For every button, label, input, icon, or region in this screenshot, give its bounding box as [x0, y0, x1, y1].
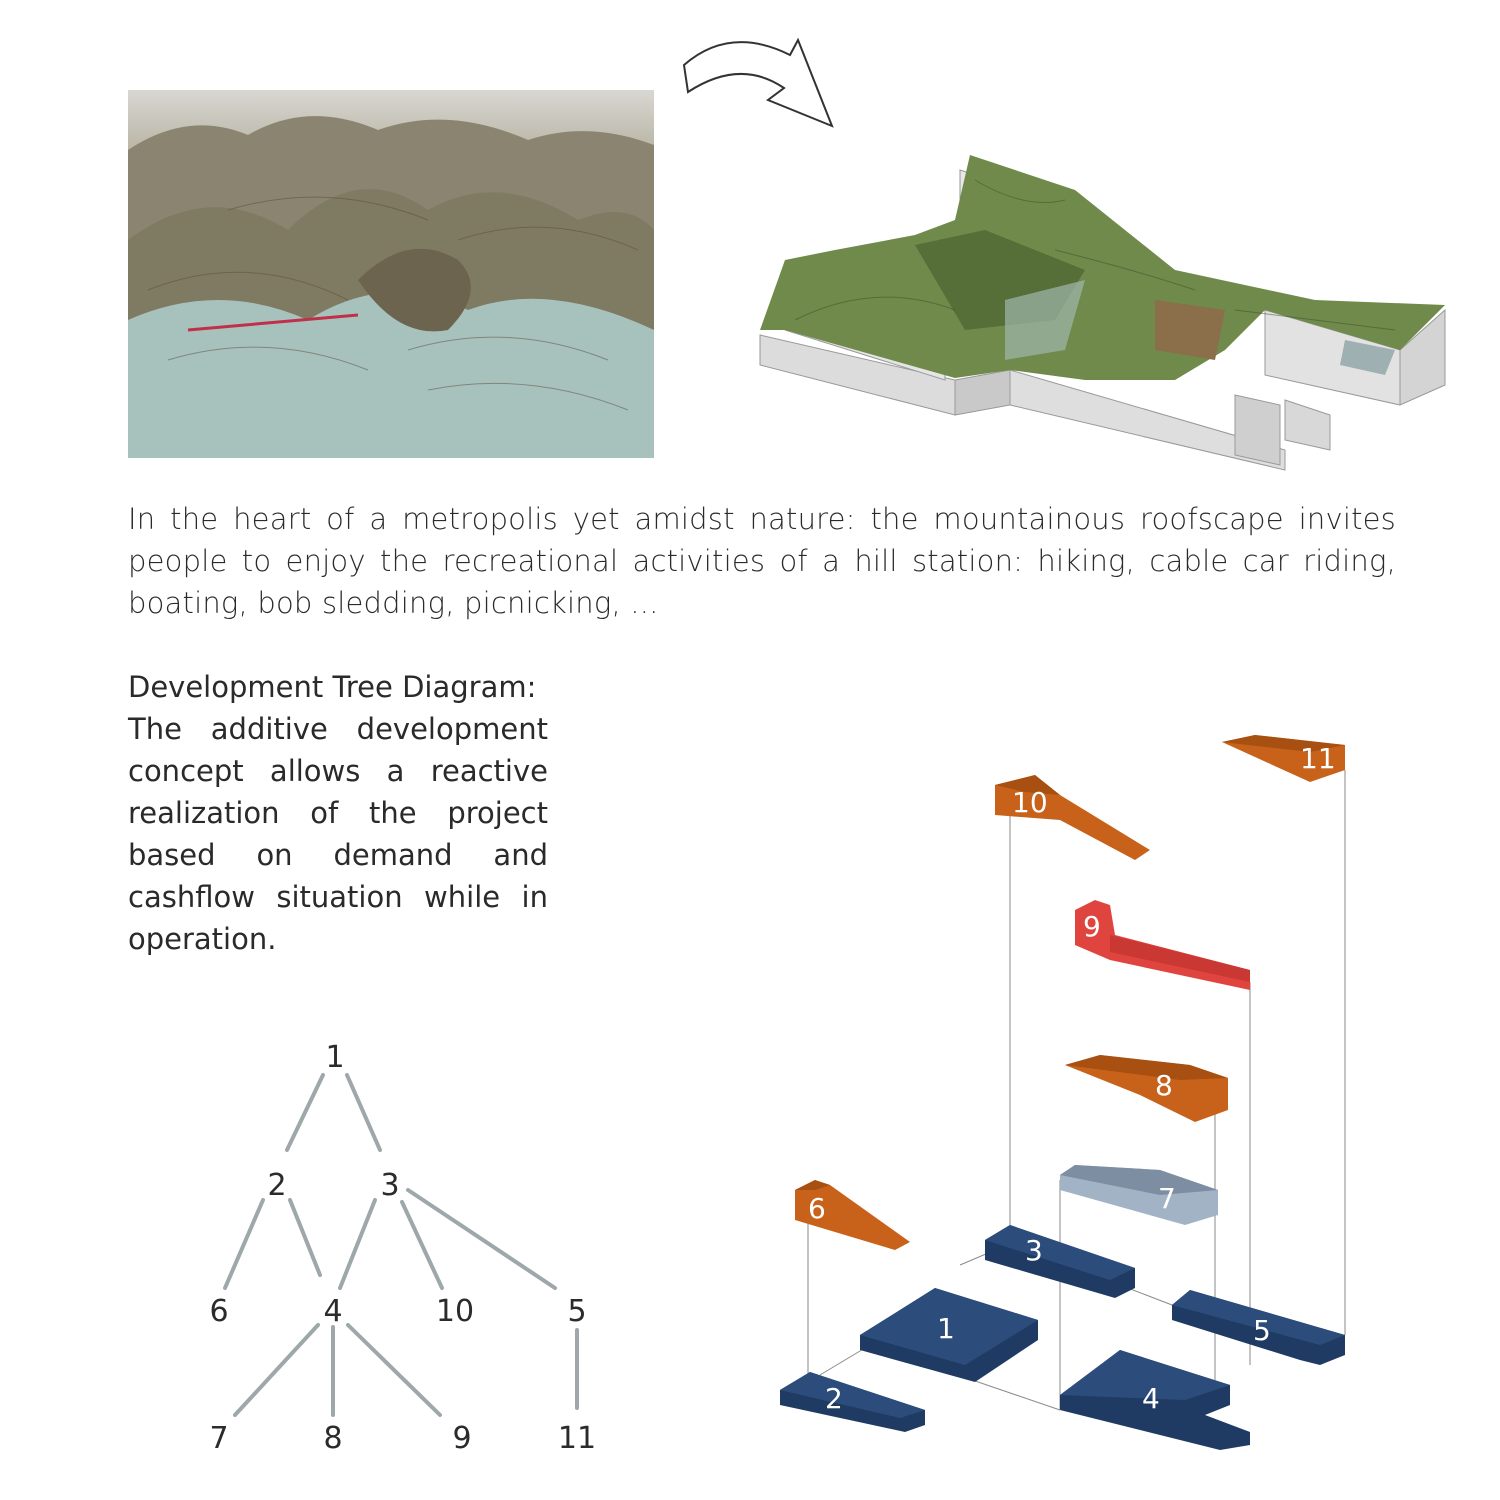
- block-8-label: 8: [1155, 1069, 1173, 1102]
- tree-node-1: 1: [325, 1040, 345, 1075]
- tree-edge-2-6: [225, 1200, 263, 1288]
- tree-edge-1-2: [287, 1075, 323, 1150]
- tree-edge-3-4: [340, 1200, 375, 1288]
- tree-node-5: 5: [567, 1294, 587, 1329]
- tree-description: The additive development concept allows a reactive realization of the project based on demand and cashflow situation while in operation.: [128, 712, 548, 956]
- block-4: [1060, 1350, 1250, 1450]
- block-1: [860, 1288, 1038, 1382]
- roofscape-model: [755, 150, 1455, 475]
- tree-node-8: 8: [323, 1421, 343, 1456]
- relief-map-photo: [128, 90, 654, 458]
- tree-edge-1-3: [347, 1075, 380, 1150]
- tree-heading: Development Tree Diagram:: [128, 670, 537, 704]
- tree-node-2: 2: [267, 1168, 287, 1203]
- tree-node-11: 11: [557, 1421, 597, 1456]
- block-2-label: 2: [825, 1382, 843, 1415]
- curved-arrow-icon: [680, 30, 840, 130]
- exploded-axonometric: [760, 720, 1360, 1450]
- tree-node-10: 10: [435, 1294, 475, 1329]
- tree-node-6: 6: [209, 1294, 229, 1329]
- tree-node-4: 4: [323, 1294, 343, 1329]
- block-6-label: 6: [808, 1192, 826, 1225]
- block-5-label: 5: [1253, 1314, 1271, 1347]
- block-1-label: 1: [937, 1312, 955, 1345]
- development-tree: [180, 1030, 630, 1470]
- block-6: [795, 1180, 910, 1250]
- block-3-label: 3: [1025, 1234, 1043, 1267]
- block-11: [1222, 735, 1345, 782]
- tree-node-9: 9: [452, 1421, 472, 1456]
- intro-paragraph: In the heart of a metropolis yet amidst nature: the mountainous roofscape invites people to enjoy the recreational activities of a hill station: hiking, cable car riding, boating, bob sledding, picnicking, ...: [128, 502, 1396, 620]
- block-2: [780, 1372, 925, 1432]
- tree-edge-3-10: [402, 1202, 442, 1288]
- block-9: [1075, 900, 1250, 990]
- block-4-label: 4: [1142, 1382, 1160, 1415]
- block-9-label: 9: [1083, 910, 1101, 943]
- block-8: [1065, 1055, 1228, 1122]
- tree-edge-4-9: [348, 1325, 440, 1415]
- block-7: [1060, 1165, 1218, 1225]
- block-10: [995, 775, 1150, 860]
- block-5: [1172, 1290, 1345, 1365]
- block-10-label: 10: [1012, 786, 1048, 819]
- block-7-label: 7: [1158, 1182, 1176, 1215]
- tree-edge-2-4: [290, 1200, 320, 1275]
- block-11-label: 11: [1300, 742, 1336, 775]
- tree-node-7: 7: [209, 1421, 229, 1456]
- tree-edge-3-5: [408, 1190, 555, 1288]
- tree-node-3: 3: [380, 1168, 400, 1203]
- tree-edge-4-7: [235, 1325, 318, 1415]
